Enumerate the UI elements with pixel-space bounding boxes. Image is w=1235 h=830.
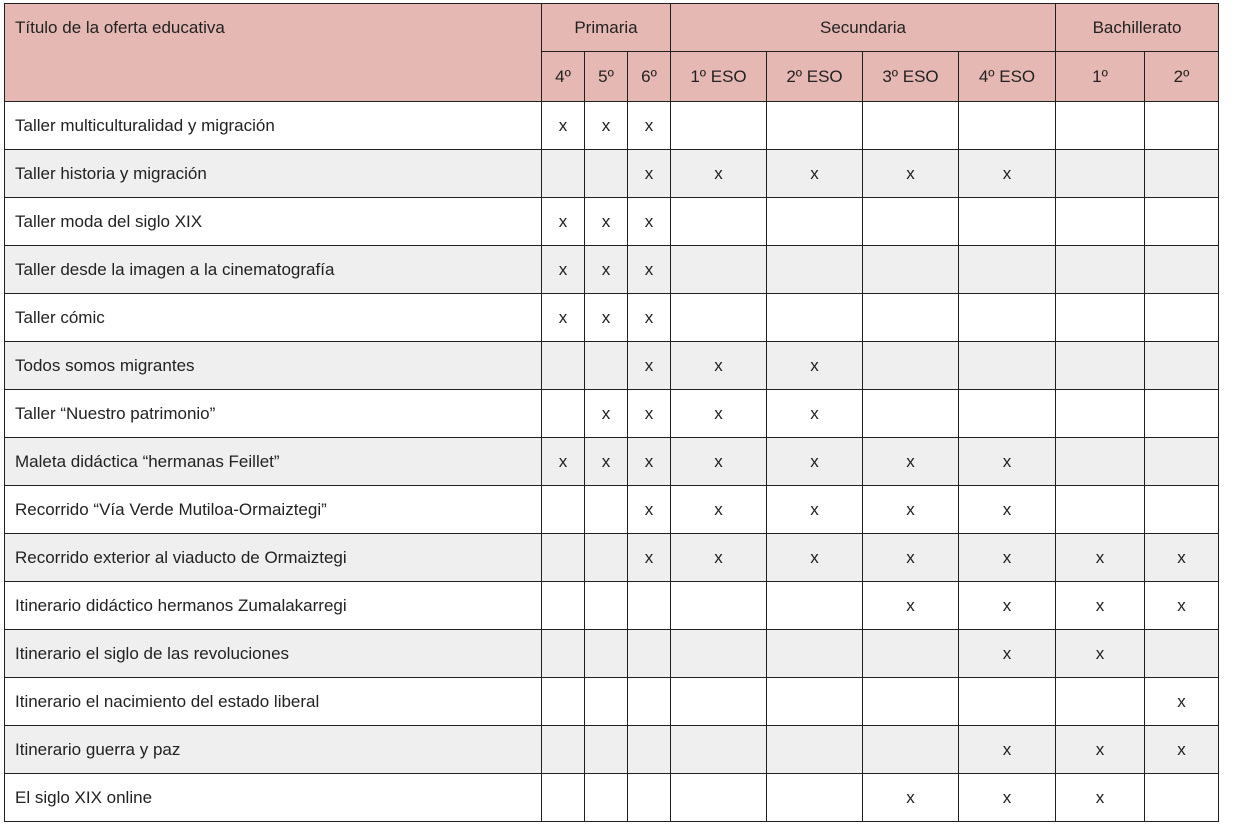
mark-cell <box>671 774 767 822</box>
table-row <box>5 294 1219 342</box>
mark-cell: x <box>671 342 767 390</box>
mark-cell <box>542 534 585 582</box>
mark-cell <box>767 582 863 630</box>
mark-cell: x <box>1056 630 1145 678</box>
subheader-cell: 1º <box>1056 52 1145 102</box>
mark-cell: x <box>1145 534 1219 582</box>
mark-cell <box>542 774 585 822</box>
mark-cell: x <box>628 342 671 390</box>
offer-title-cell: Taller cómic <box>5 294 542 342</box>
table-row <box>5 630 1219 678</box>
mark-cell: x <box>863 438 959 486</box>
mark-cell <box>585 630 628 678</box>
mark-cell: x <box>959 630 1056 678</box>
mark-cell <box>542 390 585 438</box>
mark-cell <box>1145 246 1219 294</box>
mark-cell <box>542 726 585 774</box>
mark-cell: x <box>959 582 1056 630</box>
mark-cell: x <box>542 198 585 246</box>
mark-cell: x <box>1056 534 1145 582</box>
mark-cell: x <box>628 150 671 198</box>
offer-title-cell: El siglo XIX online <box>5 774 542 822</box>
table-row <box>5 342 1219 390</box>
mark-cell: x <box>863 534 959 582</box>
subheader-cell: 5º <box>585 52 628 102</box>
mark-cell <box>959 678 1056 726</box>
mark-cell <box>628 630 671 678</box>
mark-cell <box>1056 438 1145 486</box>
mark-cell: x <box>628 198 671 246</box>
mark-cell <box>542 630 585 678</box>
mark-cell <box>1056 678 1145 726</box>
table-row <box>5 582 1219 630</box>
table-row <box>5 534 1219 582</box>
offer-title-cell: Taller desde la imagen a la cinematografía <box>5 246 542 294</box>
offer-title-cell: Itinerario guerra y paz <box>5 726 542 774</box>
mark-cell: x <box>585 390 628 438</box>
subheader-cell: 2º <box>1145 52 1219 102</box>
offer-title-cell: Taller historia y migración <box>5 150 542 198</box>
mark-cell: x <box>767 438 863 486</box>
mark-cell <box>863 678 959 726</box>
mark-cell <box>959 390 1056 438</box>
mark-cell <box>767 630 863 678</box>
mark-cell <box>959 294 1056 342</box>
offer-title-cell: Recorrido “Vía Verde Mutiloa-Ormaiztegi” <box>5 486 542 534</box>
mark-cell: x <box>959 534 1056 582</box>
mark-cell: x <box>585 438 628 486</box>
mark-cell: x <box>585 246 628 294</box>
mark-cell <box>671 630 767 678</box>
mark-cell: x <box>628 102 671 150</box>
subheader-cell: 4º ESO <box>959 52 1056 102</box>
mark-cell <box>863 246 959 294</box>
mark-cell <box>1056 150 1145 198</box>
mark-cell <box>767 678 863 726</box>
mark-cell: x <box>959 726 1056 774</box>
mark-cell: x <box>1145 678 1219 726</box>
table-row <box>5 774 1219 822</box>
mark-cell <box>767 726 863 774</box>
mark-cell <box>767 102 863 150</box>
mark-cell <box>1056 342 1145 390</box>
mark-cell <box>585 678 628 726</box>
table-row <box>5 486 1219 534</box>
mark-cell: x <box>542 438 585 486</box>
mark-cell: x <box>767 342 863 390</box>
mark-cell <box>542 486 585 534</box>
mark-cell: x <box>585 198 628 246</box>
subheader-cell: 3º ESO <box>863 52 959 102</box>
mark-cell <box>1145 390 1219 438</box>
mark-cell <box>585 150 628 198</box>
mark-cell: x <box>671 438 767 486</box>
subheader-cell: 2º ESO <box>767 52 863 102</box>
mark-cell: x <box>863 150 959 198</box>
mark-cell: x <box>863 582 959 630</box>
table-row <box>5 198 1219 246</box>
mark-cell: x <box>959 150 1056 198</box>
mark-cell <box>863 726 959 774</box>
mark-cell <box>671 198 767 246</box>
mark-cell <box>959 246 1056 294</box>
group-header-secundaria: Secundaria <box>671 4 1056 52</box>
mark-cell: x <box>542 246 585 294</box>
offer-title-cell: Recorrido exterior al viaducto de Ormaiztegi <box>5 534 542 582</box>
offer-title-cell: Taller “Nuestro patrimonio” <box>5 390 542 438</box>
mark-cell <box>628 774 671 822</box>
mark-cell <box>671 246 767 294</box>
mark-cell: x <box>585 294 628 342</box>
mark-cell <box>1056 246 1145 294</box>
mark-cell: x <box>628 246 671 294</box>
table-row <box>5 678 1219 726</box>
mark-cell <box>863 630 959 678</box>
mark-cell: x <box>959 438 1056 486</box>
mark-cell <box>585 582 628 630</box>
mark-cell <box>1056 294 1145 342</box>
mark-cell <box>542 582 585 630</box>
offer-title-cell: Taller moda del siglo XIX <box>5 198 542 246</box>
offer-title-cell: Maleta didáctica “hermanas Feillet” <box>5 438 542 486</box>
mark-cell <box>628 678 671 726</box>
mark-cell: x <box>671 534 767 582</box>
mark-cell: x <box>1056 582 1145 630</box>
subheader-cell: 6º <box>628 52 671 102</box>
mark-cell <box>863 102 959 150</box>
mark-cell <box>863 342 959 390</box>
offer-title-cell: Taller multiculturalidad y migración <box>5 102 542 150</box>
mark-cell <box>959 198 1056 246</box>
mark-cell <box>1145 438 1219 486</box>
mark-cell: x <box>671 486 767 534</box>
mark-cell <box>585 774 628 822</box>
mark-cell: x <box>767 534 863 582</box>
mark-cell: x <box>628 390 671 438</box>
table-row <box>5 102 1219 150</box>
mark-cell: x <box>542 294 585 342</box>
mark-cell: x <box>628 534 671 582</box>
mark-cell: x <box>767 486 863 534</box>
mark-cell <box>628 582 671 630</box>
mark-cell <box>959 102 1056 150</box>
mark-cell <box>671 582 767 630</box>
mark-cell <box>628 726 671 774</box>
mark-cell <box>1145 294 1219 342</box>
mark-cell: x <box>1145 726 1219 774</box>
mark-cell <box>542 342 585 390</box>
mark-cell: x <box>628 294 671 342</box>
mark-cell: x <box>628 486 671 534</box>
mark-cell <box>1145 630 1219 678</box>
group-header-primaria: Primaria <box>542 4 671 52</box>
mark-cell: x <box>863 486 959 534</box>
mark-cell <box>863 294 959 342</box>
mark-cell <box>863 198 959 246</box>
mark-cell: x <box>671 150 767 198</box>
mark-cell: x <box>767 390 863 438</box>
mark-cell <box>542 150 585 198</box>
mark-cell <box>1056 198 1145 246</box>
mark-cell <box>1056 102 1145 150</box>
offer-title-cell: Itinerario el siglo de las revoluciones <box>5 630 542 678</box>
table-row <box>5 246 1219 294</box>
mark-cell: x <box>863 774 959 822</box>
mark-cell <box>1056 390 1145 438</box>
mark-cell: x <box>959 486 1056 534</box>
mark-cell: x <box>628 438 671 486</box>
mark-cell <box>1056 486 1145 534</box>
mark-cell <box>767 198 863 246</box>
mark-cell <box>1145 486 1219 534</box>
mark-cell <box>1145 150 1219 198</box>
mark-cell: x <box>542 102 585 150</box>
mark-cell <box>1145 198 1219 246</box>
subheader-cell: 1º ESO <box>671 52 767 102</box>
table-row <box>5 726 1219 774</box>
offer-title-cell: Itinerario didáctico hermanos Zumalakarregi <box>5 582 542 630</box>
mark-cell <box>767 774 863 822</box>
table-row <box>5 390 1219 438</box>
offer-table <box>4 3 1219 822</box>
mark-cell <box>585 726 628 774</box>
mark-cell <box>585 486 628 534</box>
mark-cell: x <box>767 150 863 198</box>
mark-cell <box>863 390 959 438</box>
mark-cell <box>671 678 767 726</box>
mark-cell: x <box>959 774 1056 822</box>
table-body <box>5 102 1219 822</box>
mark-cell <box>585 534 628 582</box>
mark-cell: x <box>1056 774 1145 822</box>
mark-cell: x <box>1145 582 1219 630</box>
mark-cell <box>585 342 628 390</box>
mark-cell <box>1145 774 1219 822</box>
offer-title-cell: Todos somos migrantes <box>5 342 542 390</box>
mark-cell <box>542 678 585 726</box>
mark-cell <box>671 102 767 150</box>
table-row <box>5 438 1219 486</box>
subheader-cell: 4º <box>542 52 585 102</box>
offer-title-cell: Itinerario el nacimiento del estado liberal <box>5 678 542 726</box>
mark-cell <box>1145 342 1219 390</box>
table-row <box>5 150 1219 198</box>
mark-cell <box>671 294 767 342</box>
mark-cell: x <box>585 102 628 150</box>
mark-cell <box>959 342 1056 390</box>
group-header-bachillerato: Bachillerato <box>1056 4 1219 52</box>
mark-cell: x <box>671 390 767 438</box>
mark-cell: x <box>1056 726 1145 774</box>
mark-cell <box>767 294 863 342</box>
mark-cell <box>671 726 767 774</box>
title-column-header: Título de la oferta educativa <box>5 4 542 102</box>
mark-cell <box>767 246 863 294</box>
mark-cell <box>1145 102 1219 150</box>
